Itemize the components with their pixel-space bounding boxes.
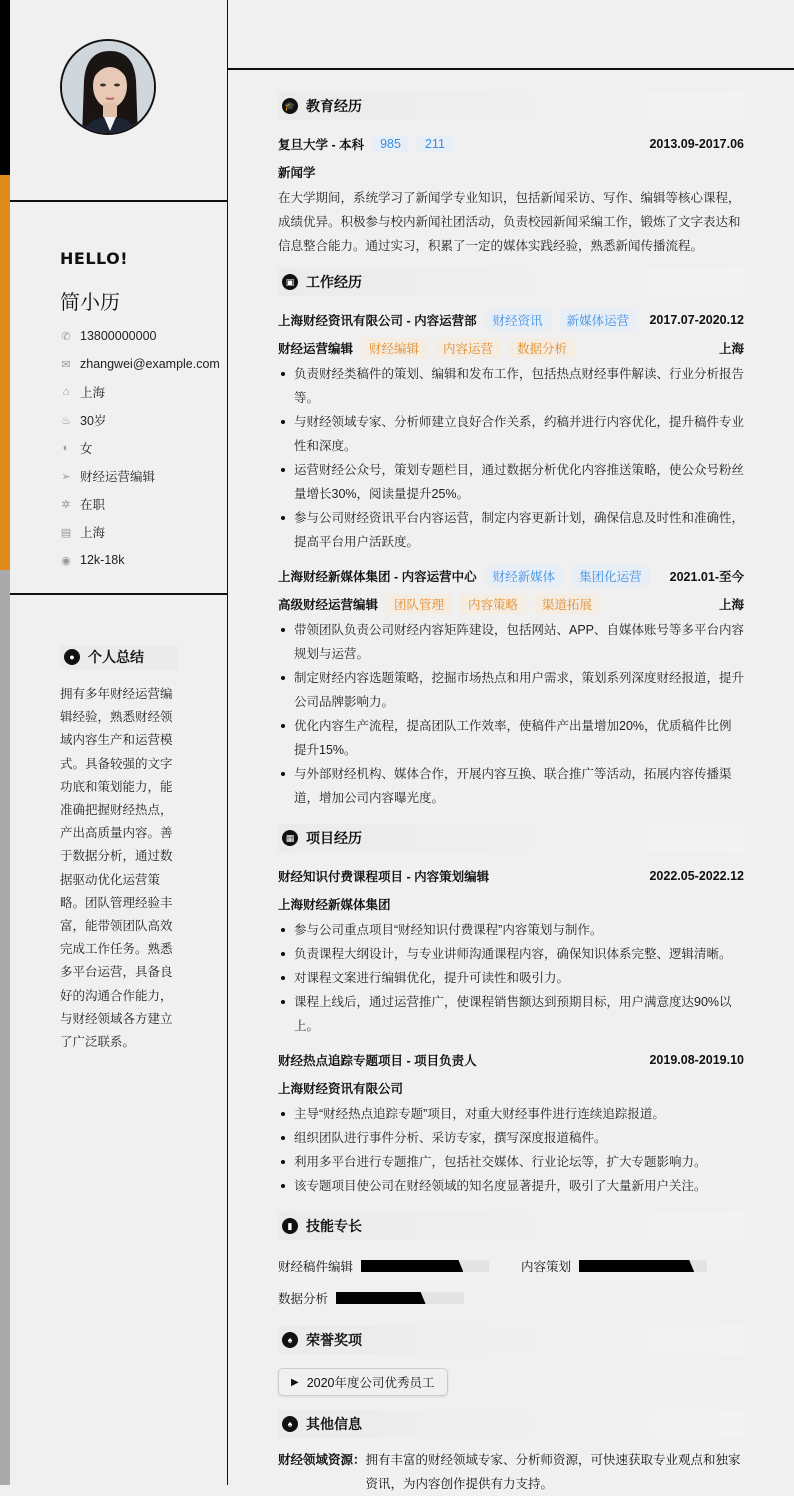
major: 新闻学 bbox=[278, 166, 316, 180]
skill-name: 内容策划 bbox=[521, 1260, 572, 1274]
header-divider bbox=[228, 68, 794, 70]
info-text: 上海 bbox=[80, 386, 106, 400]
project-item bbox=[278, 1046, 744, 1198]
company-tag: 财经资讯 bbox=[485, 310, 551, 330]
info-row bbox=[60, 322, 220, 350]
company-name: 上海财经新媒体集团 - 内容运营中心 bbox=[278, 570, 477, 584]
cake-icon: ♨ bbox=[61, 414, 71, 427]
section-title: 项目经历 bbox=[306, 830, 362, 846]
info-text: 女 bbox=[80, 442, 93, 456]
project-date: 2019.08-2019.10 bbox=[649, 1053, 744, 1067]
section-heading bbox=[278, 1212, 744, 1240]
company-row bbox=[278, 562, 744, 590]
role: 财经运营编辑 bbox=[278, 342, 354, 356]
work-location: 上海 bbox=[718, 598, 744, 612]
award-name: 2020年度公司优秀员工 bbox=[306, 1376, 435, 1390]
divider bbox=[10, 593, 227, 595]
info-row bbox=[60, 490, 220, 518]
info-row bbox=[60, 350, 220, 378]
info-text: 财经运营编辑 bbox=[80, 470, 156, 484]
project-item bbox=[278, 862, 744, 1038]
building-icon: ▤ bbox=[60, 526, 72, 539]
skill-item bbox=[521, 1250, 707, 1282]
info-row bbox=[60, 518, 220, 546]
project-org: 上海财经新媒体集团 bbox=[278, 898, 391, 912]
info-text: 在职 bbox=[80, 498, 106, 512]
user-icon: ● bbox=[64, 649, 80, 665]
skill-tag: 财经编辑 bbox=[361, 338, 427, 358]
education-date: 2013.09-2017.06 bbox=[649, 137, 744, 151]
home-icon: ⌂ bbox=[62, 386, 70, 398]
section-title: 教育经历 bbox=[306, 98, 362, 114]
main-content bbox=[278, 92, 744, 1496]
bullet-item: 主导“财经热点追踪专题”项目，对重大财经事件进行连续追踪报道。 bbox=[278, 1102, 744, 1126]
bullet-list bbox=[278, 362, 744, 554]
project-name: 财经热点追踪专题项目 - 项目负责人 bbox=[278, 1054, 477, 1068]
gender-icon: ◐ bbox=[62, 442, 70, 454]
bullet-list bbox=[278, 618, 744, 810]
skill-tag: 团队管理 bbox=[386, 594, 452, 614]
role-row bbox=[278, 334, 744, 362]
info-row bbox=[60, 406, 220, 434]
company-name: 上海财经资讯有限公司 - 内容运营部 bbox=[278, 314, 477, 328]
skill-bar-fill bbox=[336, 1292, 426, 1304]
bullet-item: 组织团队进行事件分析、采访专家，撰写深度报道稿件。 bbox=[278, 1126, 744, 1150]
other-item bbox=[278, 1448, 744, 1496]
accent-stripe-top bbox=[0, 0, 10, 175]
section-heading bbox=[278, 268, 744, 296]
skill-bar bbox=[361, 1260, 489, 1272]
work-item bbox=[278, 562, 744, 810]
hello-heading: HELLO! bbox=[60, 249, 129, 268]
award-item[interactable] bbox=[278, 1368, 448, 1396]
skill-bar bbox=[336, 1292, 464, 1304]
mail-icon: ✉ bbox=[61, 358, 71, 371]
bar-chart-icon: ▮ bbox=[282, 1218, 298, 1234]
summary-heading bbox=[60, 645, 178, 669]
education-description: 在大学期间，系统学习了新闻学专业知识，包括新闻采访、写作、编辑等核心课程，成绩优异。积极参与校内新闻社团活动，负责校园新闻采编工作，锻炼了文字表达和信息整合能力。通过实习，积累了一定的媒体实践经验，熟悉新闻传播流程。 bbox=[278, 191, 741, 253]
award-icon: ♠ bbox=[282, 1332, 298, 1348]
school-name: 复旦大学 - 本科 bbox=[278, 138, 365, 152]
skill-tag: 数据分析 bbox=[509, 338, 575, 358]
skill-bar-fill bbox=[579, 1260, 694, 1272]
skill-name: 数据分析 bbox=[278, 1292, 329, 1306]
info-text: 12k-18k bbox=[80, 553, 125, 567]
avatar bbox=[60, 39, 156, 135]
grid-icon: ▦ bbox=[282, 830, 298, 846]
skills-list bbox=[278, 1250, 744, 1314]
bullet-item: 负责课程大纲设计，与专业讲师沟通课程内容，确保知识体系完整、逻辑清晰。 bbox=[278, 942, 744, 966]
skill-bar bbox=[579, 1260, 707, 1272]
accent-stripe-bottom bbox=[0, 570, 10, 1485]
graduation-cap-icon: 🎓 bbox=[282, 98, 298, 114]
bullet-item: 带领团队负责公司财经内容矩阵建设，包括网站、APP、自媒体账号等多平台内容规划与运营。 bbox=[278, 618, 744, 666]
bullet-item: 对课程文案进行编辑优化，提升可读性和吸引力。 bbox=[278, 966, 744, 990]
info-text: 13800000000 bbox=[80, 329, 157, 343]
info-text: 上海 bbox=[80, 526, 106, 540]
role: 高级财经运营编辑 bbox=[278, 598, 379, 612]
info-row bbox=[60, 462, 220, 490]
briefcase-icon: ▣ bbox=[282, 274, 298, 290]
project-name: 财经知识付费课程项目 - 内容策划编辑 bbox=[278, 870, 490, 884]
project-row bbox=[278, 1046, 744, 1074]
accent-stripe-middle bbox=[0, 175, 10, 570]
work-location: 上海 bbox=[718, 342, 744, 356]
school-tag: 985 bbox=[372, 136, 409, 152]
education-row bbox=[278, 130, 744, 158]
skill-tag: 内容运营 bbox=[435, 338, 501, 358]
work-date: 2021.01-至今 bbox=[669, 570, 744, 584]
send-icon: ➢ bbox=[61, 470, 71, 483]
project-row bbox=[278, 862, 744, 890]
bullet-item: 利用多平台进行专题推广，包括社交媒体、行业论坛等，扩大专题影响力。 bbox=[278, 1150, 744, 1174]
bullet-item: 制定财经内容选题策略，挖掘市场热点和用户需求，策划系列深度财经报道，提升公司品牌影响力。 bbox=[278, 666, 744, 714]
info-row bbox=[60, 378, 220, 406]
summary-title: 个人总结 bbox=[88, 649, 144, 665]
school-tag: 211 bbox=[417, 136, 453, 152]
other-label: 财经领域资源： bbox=[278, 1453, 366, 1467]
bullet-item: 优化内容生产流程，提高团队工作效率，使稿件产出量增加20%，优质稿件比例提升15%。 bbox=[278, 714, 744, 762]
info-row bbox=[60, 546, 220, 574]
section-heading bbox=[278, 1326, 744, 1354]
company-tag: 财经新媒体 bbox=[485, 566, 564, 586]
bullet-item: 参与公司重点项目“财经知识付费课程”内容策划与制作。 bbox=[278, 918, 744, 942]
company-row bbox=[278, 306, 744, 334]
section-title: 技能专长 bbox=[306, 1218, 362, 1234]
section-title: 荣誉奖项 bbox=[306, 1332, 362, 1348]
skill-item bbox=[278, 1250, 489, 1282]
bullet-item: 与财经领域专家、分析师建立良好合作关系，约稿并进行内容优化，提升稿件专业性和深度。 bbox=[278, 410, 744, 458]
bullet-item: 参与公司财经资讯平台内容运营，制定内容更新计划，确保信息及时性和准确性，提高平台用户活跃度。 bbox=[278, 506, 744, 554]
section-title: 工作经历 bbox=[306, 274, 362, 290]
info-icon: ♠ bbox=[282, 1416, 298, 1432]
skill-name: 财经稿件编辑 bbox=[278, 1260, 354, 1274]
bullet-list bbox=[278, 918, 744, 1038]
bullet-item: 负责财经类稿件的策划、编辑和发布工作，包括热点财经事件解读、行业分析报告等。 bbox=[278, 362, 744, 410]
skill-bar-fill bbox=[361, 1260, 463, 1272]
phone-icon: ✆ bbox=[61, 330, 71, 343]
info-row bbox=[60, 434, 220, 462]
personal-info-list bbox=[60, 322, 220, 574]
work-item bbox=[278, 306, 744, 554]
info-text: zhangwei@example.com bbox=[80, 357, 220, 371]
section-title: 其他信息 bbox=[306, 1416, 362, 1432]
other-text: 拥有丰富的财经领域专家、分析师资源，可快速获取专业观点和独家资讯，为内容创作提供有力支持。 bbox=[365, 1453, 741, 1491]
skill-tag: 渠道拓展 bbox=[534, 594, 600, 614]
project-org: 上海财经资讯有限公司 bbox=[278, 1082, 404, 1096]
sidebar bbox=[10, 0, 228, 1485]
status-icon: ✲ bbox=[61, 498, 71, 511]
info-text: 30岁 bbox=[80, 414, 107, 428]
work-date: 2017.07-2020.12 bbox=[649, 313, 744, 327]
bullet-item: 该专题项目使公司在财经领域的知名度显著提升，吸引了大量新用户关注。 bbox=[278, 1174, 744, 1198]
divider bbox=[10, 200, 227, 202]
project-date: 2022.05-2022.12 bbox=[649, 869, 744, 883]
company-tag: 新媒体运营 bbox=[559, 310, 638, 330]
bullet-item: 课程上线后，通过运营推广，使课程销售额达到预期目标，用户满意度达90%以上。 bbox=[278, 990, 744, 1038]
section-heading bbox=[278, 92, 744, 120]
bullet-item: 与外部财经机构、媒体合作，开展内容互换、联合推广等活动，拓展内容传播渠道，增加公司内容曝光度。 bbox=[278, 762, 744, 810]
bullet-item: 运营财经公众号，策划专题栏目，通过数据分析优化内容推送策略，使公众号粉丝量增长30%，阅读量提升25%。 bbox=[278, 458, 744, 506]
summary-text: 拥有多年财经运营编辑经验，熟悉财经领域内容生产和运营模式。具备较强的文字功底和策划能力，能准确把握财经热点，产出高质量内容。善于数据分析，通过数据驱动优化运营策略。团队管理经验丰富，能带领团队高效完成工作任务。熟悉多平台运营，具备良好的沟通合作能力，与财经领域各方建立了广泛联系。 bbox=[60, 687, 173, 1050]
section-heading bbox=[278, 1410, 744, 1438]
play-icon: ▶ bbox=[291, 1376, 299, 1388]
role-row bbox=[278, 590, 744, 618]
bullet-list bbox=[278, 1102, 744, 1198]
company-tag: 集团化运营 bbox=[571, 566, 650, 586]
skill-tag: 内容策略 bbox=[460, 594, 526, 614]
skill-item bbox=[278, 1282, 464, 1314]
salary-icon: ◉ bbox=[61, 554, 71, 567]
section-heading bbox=[278, 824, 744, 852]
person-name: 简小历 bbox=[60, 292, 120, 314]
